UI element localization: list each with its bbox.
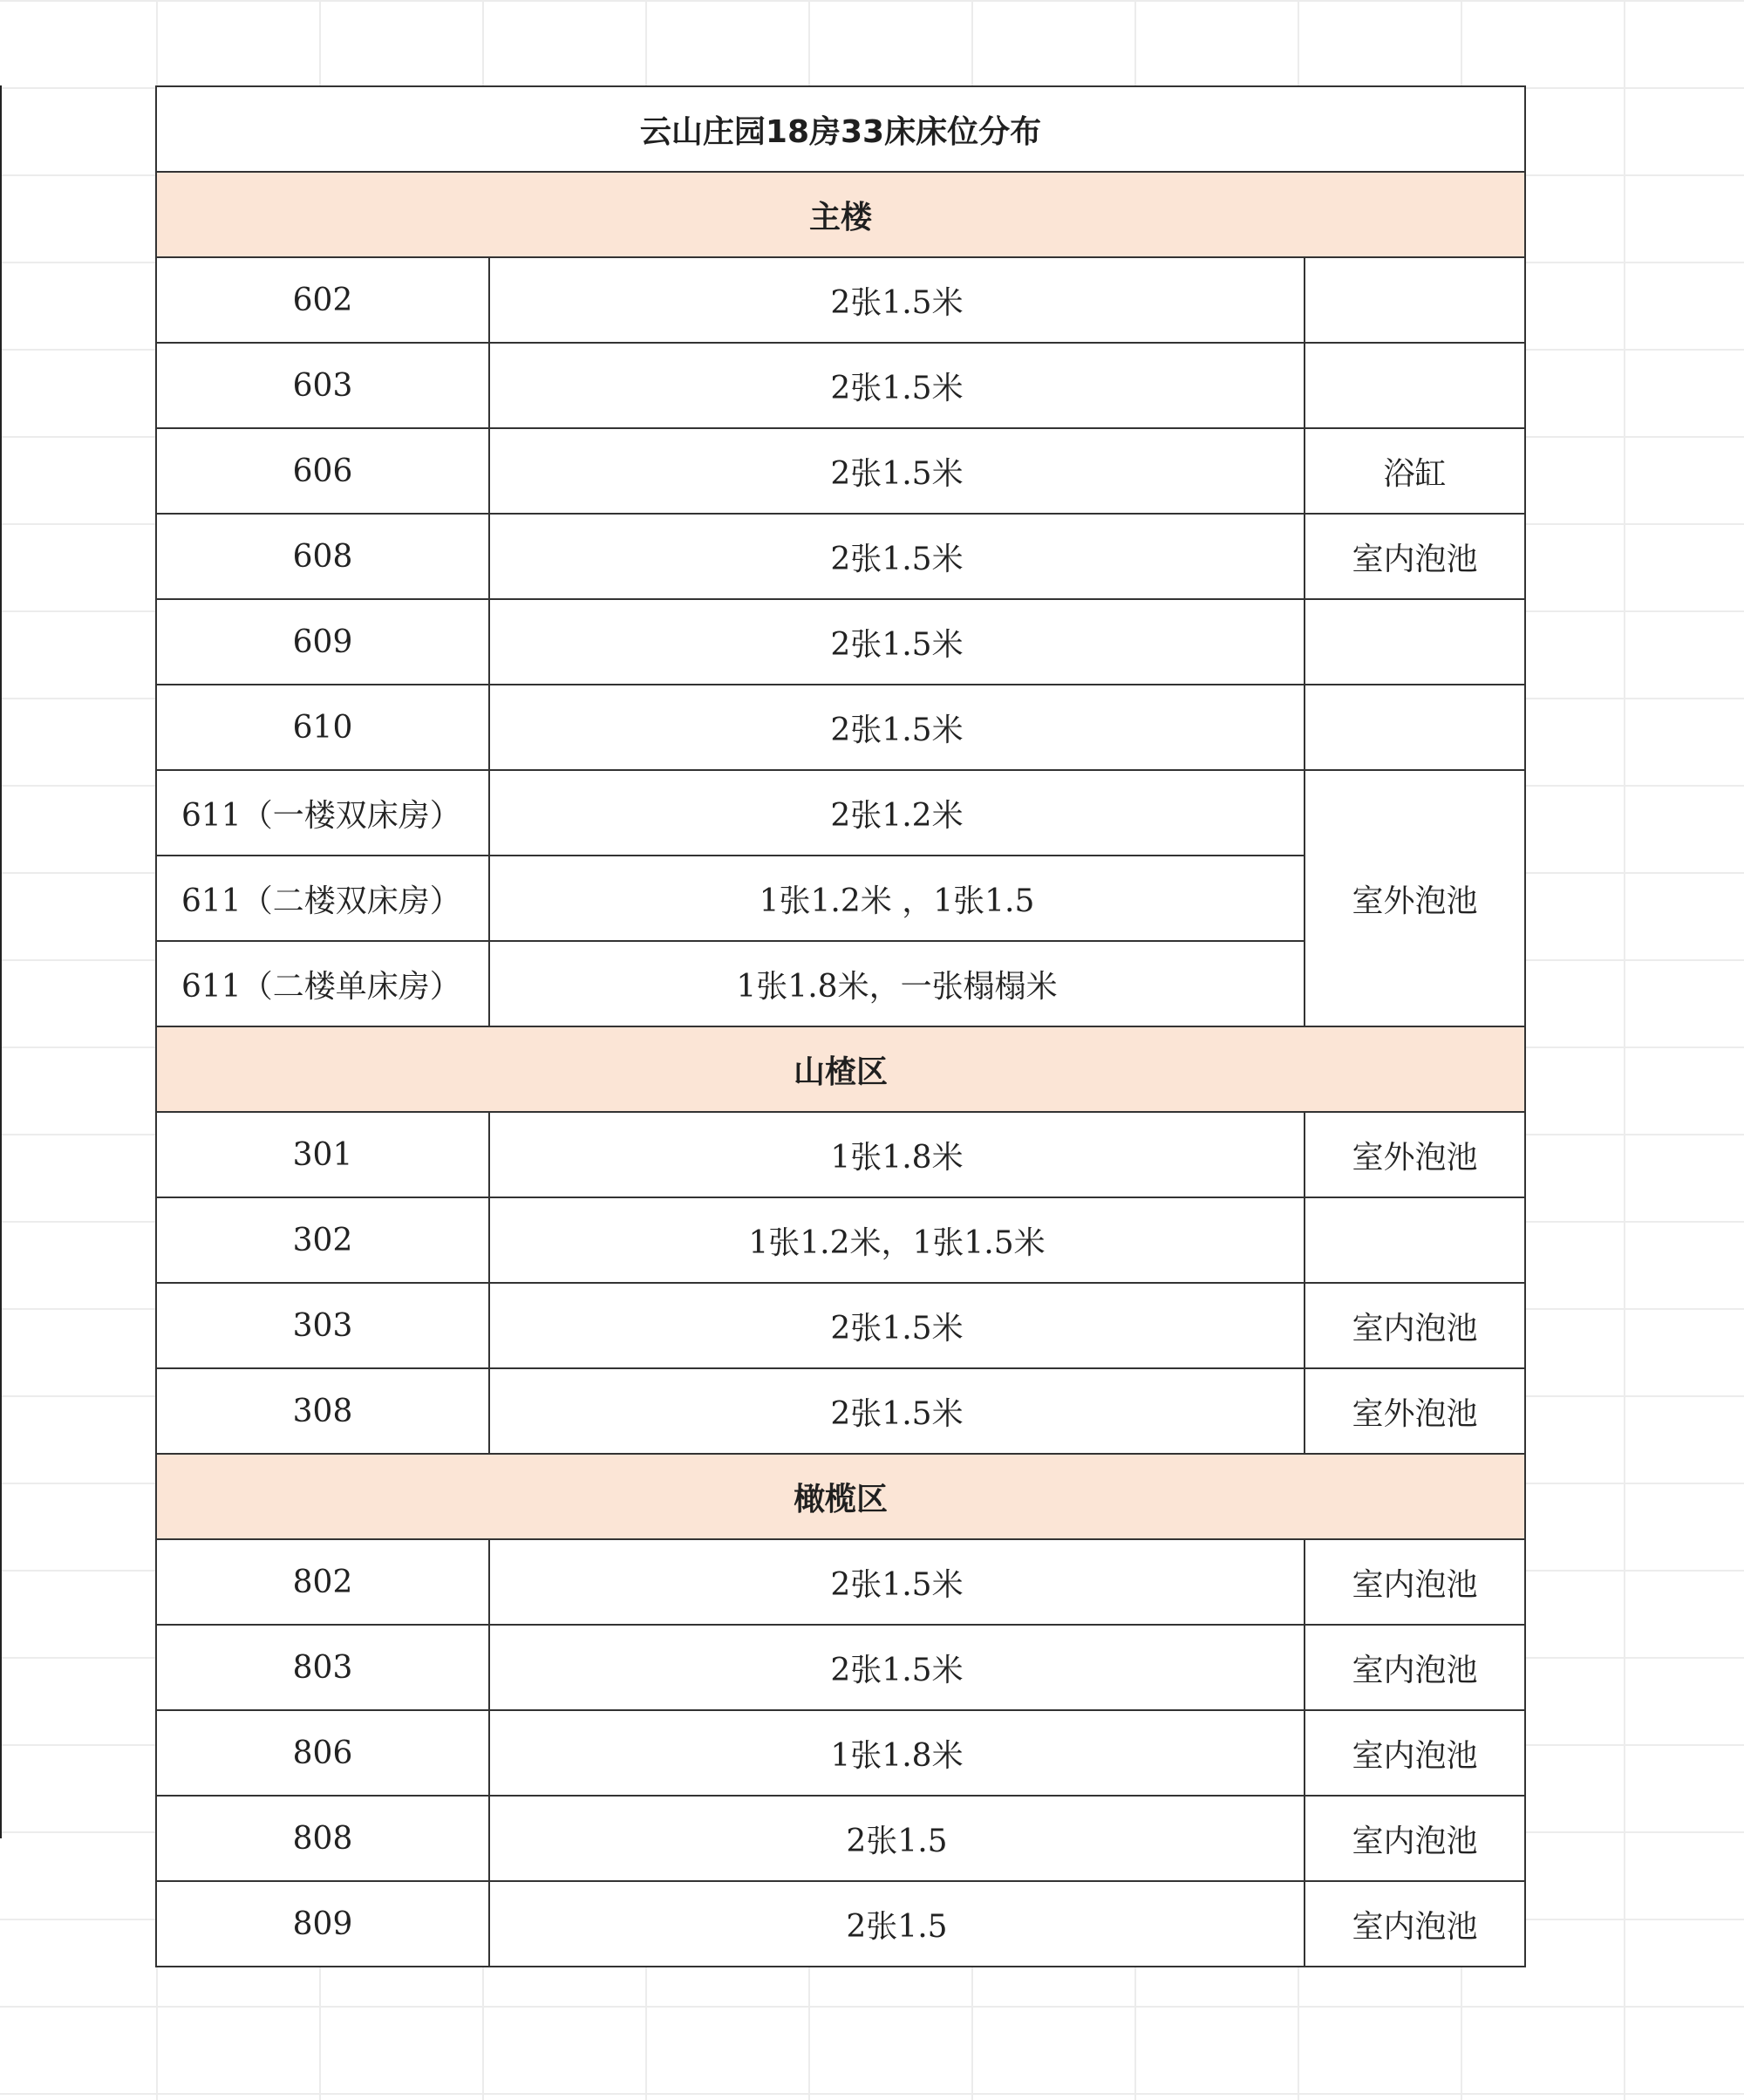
bed-config: 1张1.8米 [489,1112,1305,1197]
table-row [156,1283,1525,1368]
room-feature: 室内泡池 [1305,1881,1525,1967]
table-row [156,685,1525,770]
bed-config: 2张1.2米 [489,770,1305,856]
room-feature: 室内泡池 [1305,514,1525,599]
room-number: 803 [156,1625,489,1710]
room-number: 308 [156,1368,489,1454]
room-feature [1305,685,1525,770]
bed-config: 1张1.2米 ，1张1.5 [489,856,1305,941]
room-number: 610 [156,685,489,770]
bed-config: 2张1.5米 [489,685,1305,770]
room-number: 611（二楼单床房） [156,941,489,1026]
bed-config: 2张1.5米 [489,1625,1305,1710]
bed-distribution-table [155,85,1526,1967]
room-feature: 室内泡池 [1305,1283,1525,1368]
room-number: 611（一楼双床房） [156,770,489,856]
room-feature: 室内泡池 [1305,1796,1525,1881]
room-feature: 室外泡池 [1305,1112,1525,1197]
table-row [156,1710,1525,1796]
title-row [156,86,1525,172]
table-row [156,428,1525,514]
room-feature [1305,599,1525,685]
bed-config: 2张1.5米 [489,1368,1305,1454]
room-feature: 浴缸 [1305,428,1525,514]
room-number: 302 [156,1197,489,1283]
table-row [156,1881,1525,1967]
bed-config: 1张1.8米 [489,1710,1305,1796]
table-row [156,599,1525,685]
room-number: 602 [156,257,489,343]
bed-config: 2张1.5 [489,1881,1305,1967]
room-feature [1305,257,1525,343]
section-row-main-building [156,172,1525,257]
table-row [156,1796,1525,1881]
sheet-left-border [0,85,2,1838]
bed-config: 2张1.5米 [489,1283,1305,1368]
section-title-hawthorn-area: 山楂区 [156,1026,1525,1112]
room-number: 611（二楼双床房） [156,856,489,941]
table-title: 云山庄园18房33床床位分布 [156,86,1525,172]
section-row-olive-area [156,1454,1525,1539]
room-number: 609 [156,599,489,685]
room-number: 303 [156,1283,489,1368]
bed-config: 2张1.5米 [489,343,1305,428]
room-feature-merged: 室外泡池 [1305,770,1525,1026]
bed-config: 2张1.5米 [489,428,1305,514]
table-row [156,514,1525,599]
room-number: 603 [156,343,489,428]
bed-config: 2张1.5米 [489,1539,1305,1625]
bed-config: 2张1.5米 [489,257,1305,343]
room-feature [1305,1197,1525,1283]
section-row-hawthorn-area [156,1026,1525,1112]
table-row [156,343,1525,428]
table-row [156,1539,1525,1625]
room-number: 608 [156,514,489,599]
room-number: 802 [156,1539,489,1625]
bed-config: 2张1.5 [489,1796,1305,1881]
room-feature: 室外泡池 [1305,1368,1525,1454]
bed-config: 2张1.5米 [489,599,1305,685]
table-row [156,257,1525,343]
room-feature: 室内泡池 [1305,1710,1525,1796]
table-row [156,770,1525,856]
table-row [156,1112,1525,1197]
room-number: 301 [156,1112,489,1197]
table-row [156,1625,1525,1710]
table-row [156,1197,1525,1283]
section-title-olive-area: 橄榄区 [156,1454,1525,1539]
room-number: 809 [156,1881,489,1967]
bed-config: 2张1.5米 [489,514,1305,599]
bed-config: 1张1.8米，一张榻榻米 [489,941,1305,1026]
section-title-main-building: 主楼 [156,172,1525,257]
room-feature [1305,343,1525,428]
bed-config: 1张1.2米，1张1.5米 [489,1197,1305,1283]
table-row [156,1368,1525,1454]
room-number: 606 [156,428,489,514]
room-feature: 室内泡池 [1305,1539,1525,1625]
room-feature: 室内泡池 [1305,1625,1525,1710]
room-number: 806 [156,1710,489,1796]
room-number: 808 [156,1796,489,1881]
